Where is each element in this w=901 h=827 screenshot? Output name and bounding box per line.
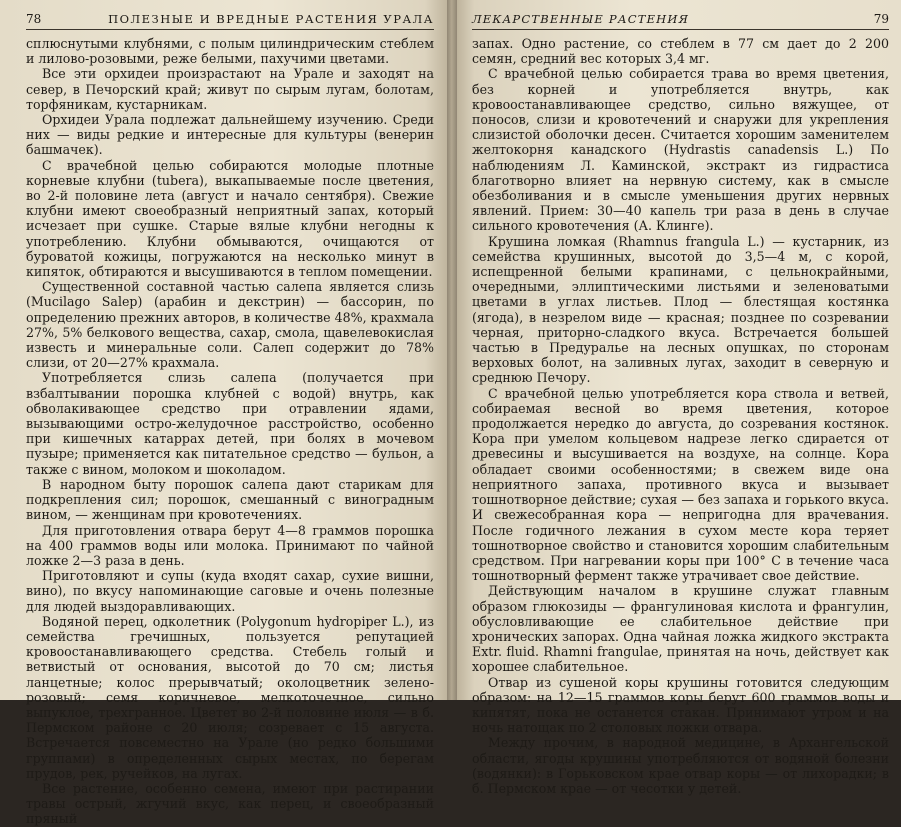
paragraph: Употребляется слизь салепа (получается при взбалтывании порошка клубней с водой) внутрь, как обволакивающее средство при отравлении ядами, вызывающими остро-желудочное расстройство, особенно при кишечных катаррах детей, при болях в мочевом пузыре; применяется как питательное средство — бульон, а также с вином, молоком и шоколадом. [26,370,434,477]
right-page-number: 79 [873,12,889,26]
left-running-title: ПОЛЕЗНЫЕ И ВРЕДНЫЕ РАСТЕНИЯ УРАЛА [108,12,434,26]
paragraph: Отвар из сушеной коры крушины готовится следующим образом: на 12—15 граммов коры берут 600 граммов воды и кипятят, пока не останется стакан. Принимают утром и на ночь натощак по 2 столовых ложки отвара. [472,674,889,736]
paragraph: С врачебной целью собираются молодые плотные корневые клубни (tubera), выкапываемые после цветения, во 2-й половине лета (август и начало сентября). Свежие клубни имеют своеобразный неприятный запах, который исчезает при сушке. Старые вялые клубни негодны к употреблению. Клубни обмываются, очищаются от буроватой кожицы, погружаются на несколько минут в кипяток, обтираются и высушиваются в теплом помещении. [26,157,434,280]
paragraph: Крушина ломкая (Rhamnus frangula L.) — кустарник, из семейства крушинных, высотой до 3,5—4 м, с корой, испещренной белыми крапинами, с цельнокрайными, очередными, эллиптическими листьями и зеленоватыми цветами в углах листьев. Плод — блестящая костянка (ягода), в незрелом виде — красная; позднее по созревании черная, приторно-сладкого вкуса. Встречается большей частью в Предуралье на лесных опушках, по сторонам верховых болот, на заливных лугах, заходит в северную и среднюю Печору. [472,233,889,386]
right-page-header [472,12,889,30]
book-gutter [447,0,457,700]
left-page-body [26,36,434,827]
paragraph: С врачебной целью собирается трава во время цветения, без корней и употребляется внутрь, как кровоостанавливающее средство, сильно вяжущее, от поносов, слизи и кровотечений и снаружи для укрепления слизистой оболочки десен. Считается хорошим заменителем желтокорня канадского (Hydrastis canadensis L.) По наблюдениям Л. Каминской, экстракт из гидрастиса благотворно влияет на нервную систему, как в смысле обезболивания и в смысле уменьшения других нервных явлений. Прием: 30—40 капель три раза в день в случае сильного кровотечения (А. Клинге). [472,66,889,234]
paragraph: Существенной составной частью салепа является слизь (Mucilago Salep) (арабин и декстрин) — бассорин, по определению прежних авторов, в количестве 48%, крахмала 27%, 5% белкового вещества, сахар, смола, щавелевокислая известь и минеральные соли. Салеп содержит до 78% слизи, от 20—27% крахмала. [26,279,434,371]
paragraph: Приготовляют и супы (куда входят сахар, сухие вишни, вино), по вкусу напоминающие саговые и очень полезные для людей выздоравливающих. [26,568,434,614]
paragraph: Между прочим, в народной медицине, в Архангельской области, ягоды крушины употребляются от водяной болезни (водянки): в Горьковском крае отвар коры — от лихорадки; в б. Пермском крае — от чесотки у детей. [472,735,889,796]
right-page-body [472,36,889,796]
paragraph: Все растение, особенно семена, имеют при растирании травы острый, жгучий вкус, как перец, и своеобразный пряный [26,780,434,827]
left-page-number: 78 [26,12,42,26]
left-page-header [26,12,434,30]
paragraph: запах. Одно растение, со стеблем в 77 см дает до 2 200 семян, средний вес которых 3,4 мг. [472,36,889,67]
paragraph: Действующим началом в крушине служат главным образом глюкозиды — франгулиновая кислота и франгулин, обусловливающие ее слабительное действие при хронических запорах. Одна чайная ложка жидкого экстракта Extr. fluid. Rhamni frangulae, принятая на ночь, действует как хорошее слабительное. [472,583,889,675]
paragraph: В народном быту порошок салепа дают старикам для подкрепления сил; порошок, смешанный с виноградным вином, — женщинам при кровотечениях. [26,476,434,523]
paragraph: Орхидеи Урала подлежат дальнейшему изучению. Среди них — виды редкие и интересные для культуры (венерин башмачек). [26,112,434,158]
paragraph: Для приготовления отвара берут 4—8 граммов порошка на 400 граммов воды или молока. Принимают по чайной ложке 2—3 раза в день. [26,522,434,568]
paragraph: Все эти орхидеи произрастают на Урале и заходят на север, в Печорский край; живут по сырым лугам, болотам, торфяникам, кустарникам. [26,66,434,112]
right-page [452,0,901,796]
right-running-title: ЛЕКАРСТВЕННЫЕ РАСТЕНИЯ [472,12,690,26]
paragraph: сплюснутыми клубнями, с полым цилиндрическим стеблем и лилово-розовыми, реже белыми, пахучими цветами. [26,36,434,67]
paragraph: Водяной перец, одколетник (Polygonum hydropiper L.), из семейства гречишных, пользуется репутацией кровоостанавливающего средства. Стебель голый и ветвистый от основания, высотой до 70 см; листья ланцетные; колос прерывчатый; околоцветник зелено-розовый; семя коричневое, мелкоточечное, сильно выпуклое, трехгранное. Цветет во 2-й половине июля — в б. Пермском районе с 20 июля; созревает с 15 августа. Встречается повсеместно на Урале (но редко большими группами) в определенных сырых местах, по берегам прудов, рек, ручейков, на лугах. [26,613,434,781]
paragraph: С врачебной целью употребляется кора ствола и ветвей, собираемая весной во время цветения, которое продолжается нередко до августа, до созревания костянок. Кора при умелом кольцевом надрезе легко сдирается от древесины и высушивается на воздухе, на солнце. Кора обладает своими особенностями; в свежем виде она неприятного запаха, противного вкуса и вызывает тошнотворное действие; сухая — без запаха и горького вкуса. И свежесобранная кора — непригодна для врачевания. После годичного лежания в сухом месте кора теряет тошнотворное свойство и становится хорошим слабительным средством. При нагревании коры при 100° С в течение часа тошнотворный фермент также утрачивает свое действие. [472,385,889,584]
